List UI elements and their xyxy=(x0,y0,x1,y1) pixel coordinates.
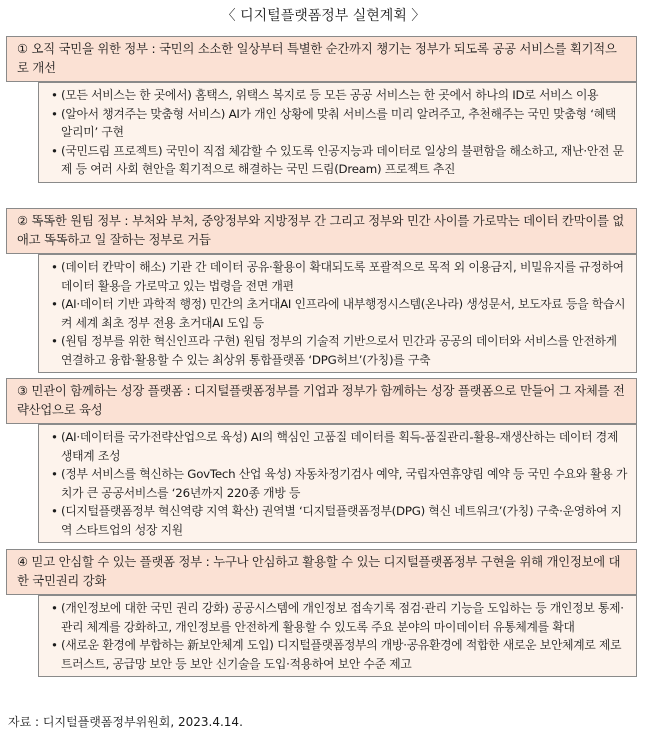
section-3-heading: ③ 민관이 함께하는 성장 플랫폼 : 디지털플랫폼정부를 기업과 정부가 함께하는 성장 플랫폼으로 만들어 그 자체를 전략산업으로 육성 xyxy=(6,378,637,424)
bullet-mark: • xyxy=(51,143,58,158)
source-note: 자료 : 디지털플랫폼정부위원회, 2023.4.14. xyxy=(8,715,243,729)
list-item: • (모든 서비스는 한 곳에서) 홈택스, 위택스 복지로 등 모든 공공 서비스는 한 곳에서 하나의 ID로 서비스 이용 xyxy=(51,86,628,105)
list-item: • (AI·데이터 기반 과학적 행정) 민간의 초거대AI 인프라에 내부행정시스템(온나라) 생성문서, 보도자료 등을 학습시켜 세계 최초 정부 전용 초거대AI 도입 등 xyxy=(51,295,628,332)
bullet-mark: • xyxy=(51,504,58,518)
bullet-mark: • xyxy=(51,260,58,274)
bullet-mark: • xyxy=(51,430,58,444)
list-item: • (AI·데이터를 국가전략산업으로 육성) AI의 핵심인 고품질 데이터를 획득-품질관리-활용-재생산하는 데이터 경제 생태계 조성 xyxy=(51,428,628,465)
bullet-mark: • xyxy=(51,638,58,652)
section-2-heading: ② 똑똑한 원팀 정부 : 부처와 부처, 중앙정부와 지방정부 간 그리고 정부와 민간 사이를 가로막는 데이터 칸막이를 없애고 똑똑하고 일 잘하는 정부로 거듭 xyxy=(6,208,637,254)
bullet-mark: • xyxy=(51,88,58,102)
section-1-heading: ① 오직 국민을 위한 정부 : 국민의 소소한 일상부터 특별한 순간까지 챙기는 정부가 되도록 공공 서비스를 획기적으로 개선 xyxy=(6,36,637,82)
list-item: • (데이터 칸막이 해소) 기관 간 데이터 공유·활용이 확대되도록 포괄적으로 목적 외 이용금지, 비밀유지를 규정하여 데이터 활용을 가로막고 있는 법령을 전면 개편 xyxy=(51,258,628,295)
bullet-mark: • xyxy=(51,297,58,311)
bullet-mark: • xyxy=(51,601,58,615)
list-item: • (알아서 챙겨주는 맞춤형 서비스) AI가 개인 상황에 맞춰 서비스를 미리 알려주고, 추천해주는 국민 맞춤형 ‘혜택 알리미’ 구현 xyxy=(51,105,628,142)
list-item: • (개인정보에 대한 국민 권리 강화) 공공시스템에 개인정보 접속기록 점검·관리 기능을 도입하는 등 개인정보 통제·관리 체계를 강화하고, 개인정보를 안전하게 활용할 수 있도록 주요 분야의 마이데이터 유통체계를 확대 xyxy=(51,599,628,636)
section-2-details xyxy=(38,254,637,373)
list-item: • (새로운 환경에 부합하는 新보안체계 도입) 디지털플랫폼정부의 개방·공유환경에 적합한 새로운 보안체계로 제로 트러스트, 공급망 보안 등 보안 신기술을 도입·적용하여 보안 수준 제고 xyxy=(51,636,628,673)
list-item: • (디지털플랫폼정부 혁신역량 지역 확산) 권역별 ‘디지털플랫폼정부(DPG) 혁신 네트워크’(가칭) 구축·운영하여 지역 스타트업의 성장 지원 xyxy=(51,502,628,539)
list-item: • (원팀 정부를 위한 혁신인프라 구현) 원팀 정부의 기술적 기반으로서 민간과 공공의 데이터와 서비스를 안전하게 연결하고 융합·활용할 수 있는 최상위 통합플랫폼 ‘DPG허브’(가칭)를 구축 xyxy=(51,332,628,369)
list-item: • (정부 서비스를 혁신하는 GovTech 산업 육성) 자동차정기검사 예약, 국립자연휴양림 예약 등 국민 수요와 활용 가치가 큰 공공서비스를 ‘26년까지 220종 개방 등 xyxy=(51,465,628,502)
section-4-heading: ④ 믿고 안심할 수 있는 플랫폼 정부 : 누구나 안심하고 활용할 수 있는 디지털플랫폼정부 구현을 위해 개인정보에 대한 국민권리 강화 xyxy=(6,549,637,595)
section-4-details xyxy=(38,595,637,677)
bullet-mark: • xyxy=(51,106,58,121)
section-3-details xyxy=(38,424,637,543)
bullet-mark: • xyxy=(51,334,58,348)
list-item: • (국민드림 프로젝트) 국민이 직접 체감할 수 있도록 인공지능과 데이터로 일상의 불편함을 해소하고, 재난·안전 문제 등 여러 사회 현안을 획기적으로 해결하는 국민 드림(Dream) 프로젝트 추진 xyxy=(51,142,628,179)
section-1-details xyxy=(38,82,637,183)
document-title: 〈 디지털플랫폼정부 실현계획 〉 xyxy=(221,8,426,24)
bullet-mark: • xyxy=(51,467,58,481)
